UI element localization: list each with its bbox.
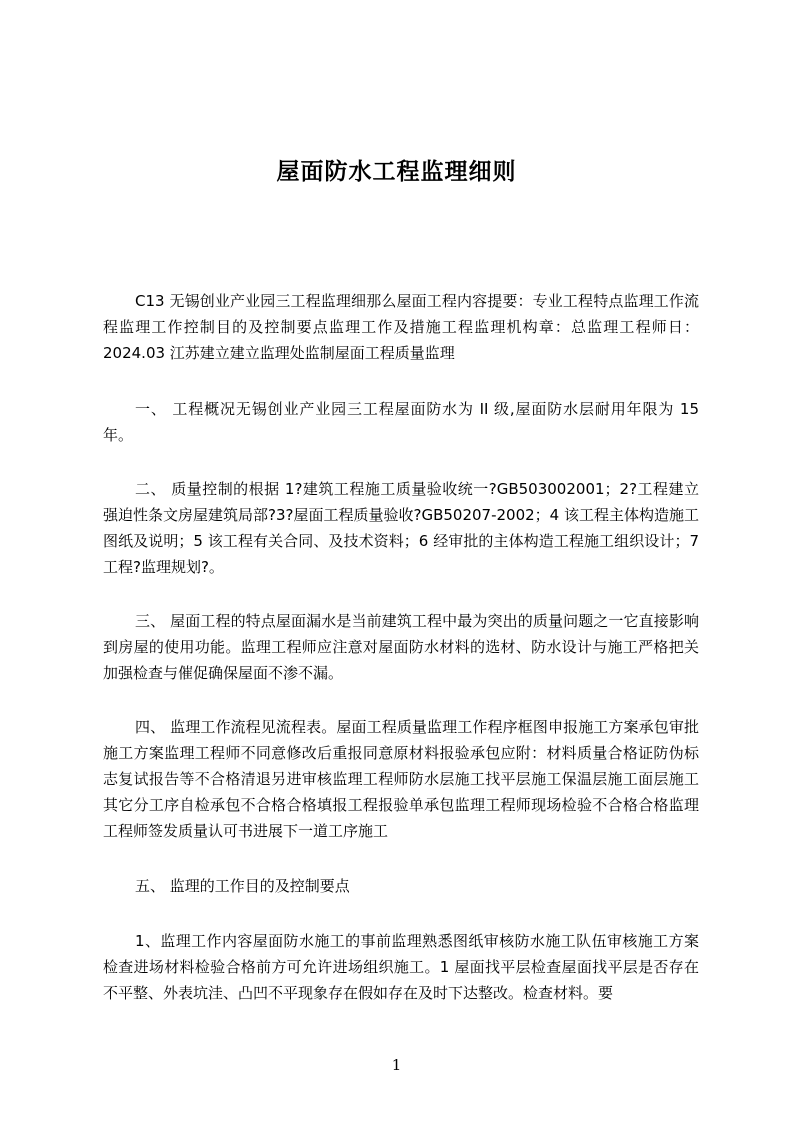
intro-paragraph: C13 无锡创业产业园三工程监理细那么屋面工程内容提要：专业工程特点监理工作流程监理工作控制目的及控制要点监理工作及措施工程监理机构章：总监理工程师日：2024.03 江苏建立建立监理处监制屋面工程质量监理	[103, 292, 699, 362]
section-2-paragraph: 二、 质量控制的根据 1?建筑工程施工质量验收统一?GB503002001；2?工程建立强迫性条文房屋建筑局部?3?屋面工程质量验收?GB50207-2002；4 该工程主体构造施工图纸及说明；5 该工程有关合同、及技术资料；6 经审批的主体构造工程施工组织设计；7 工程?监理规划?。	[103, 480, 699, 576]
section-4-paragraph: 四、 监理工作流程见流程表。屋面工程质量监理工作程序框图申报施工方案承包审批施工方案监理工程师不同意修改后重报同意原材料报验承包应附：材料质量合格证防伪标志复试报告等不合格清退另进审核监理工程师防水层施工找平层施工保温层施工面层施工其它分工序自检承包不合格合格填报工程报验单承包监理工程师现场检验不合格合格监理工程师签发质量认可书进展下一道工序施工	[103, 718, 699, 840]
section-5-heading: 五、 监理的工作目的及控制要点	[135, 877, 350, 895]
section-1-paragraph: 一、 工程概况无锡创业产业园三工程屋面防水为 II 级,屋面防水层耐用年限为 15 年。	[103, 400, 699, 444]
page-number: 1	[391, 1056, 402, 1074]
page-title: 屋面防水工程监理细则	[276, 159, 517, 186]
section-3-paragraph: 三、 屋面工程的特点屋面漏水是当前建筑工程中最为突出的质量问题之一它直接影响到房屋的使用功能。监理工程师应注意对屋面防水材料的选材、防水设计与施工严格把关加强检查与催促确保屋面不渗不漏。	[103, 612, 699, 682]
subsection-1-paragraph: 1、监理工作内容屋面防水施工的事前监理熟悉图纸审核防水施工队伍审核施工方案检查进场材料检验合格前方可允许进场组织施工。1 屋面找平层检查屋面找平层是否存在不平整、外表坑洼、凸凹不平现象存在假如存在及时下达整改。检查材料。要	[103, 932, 699, 1002]
